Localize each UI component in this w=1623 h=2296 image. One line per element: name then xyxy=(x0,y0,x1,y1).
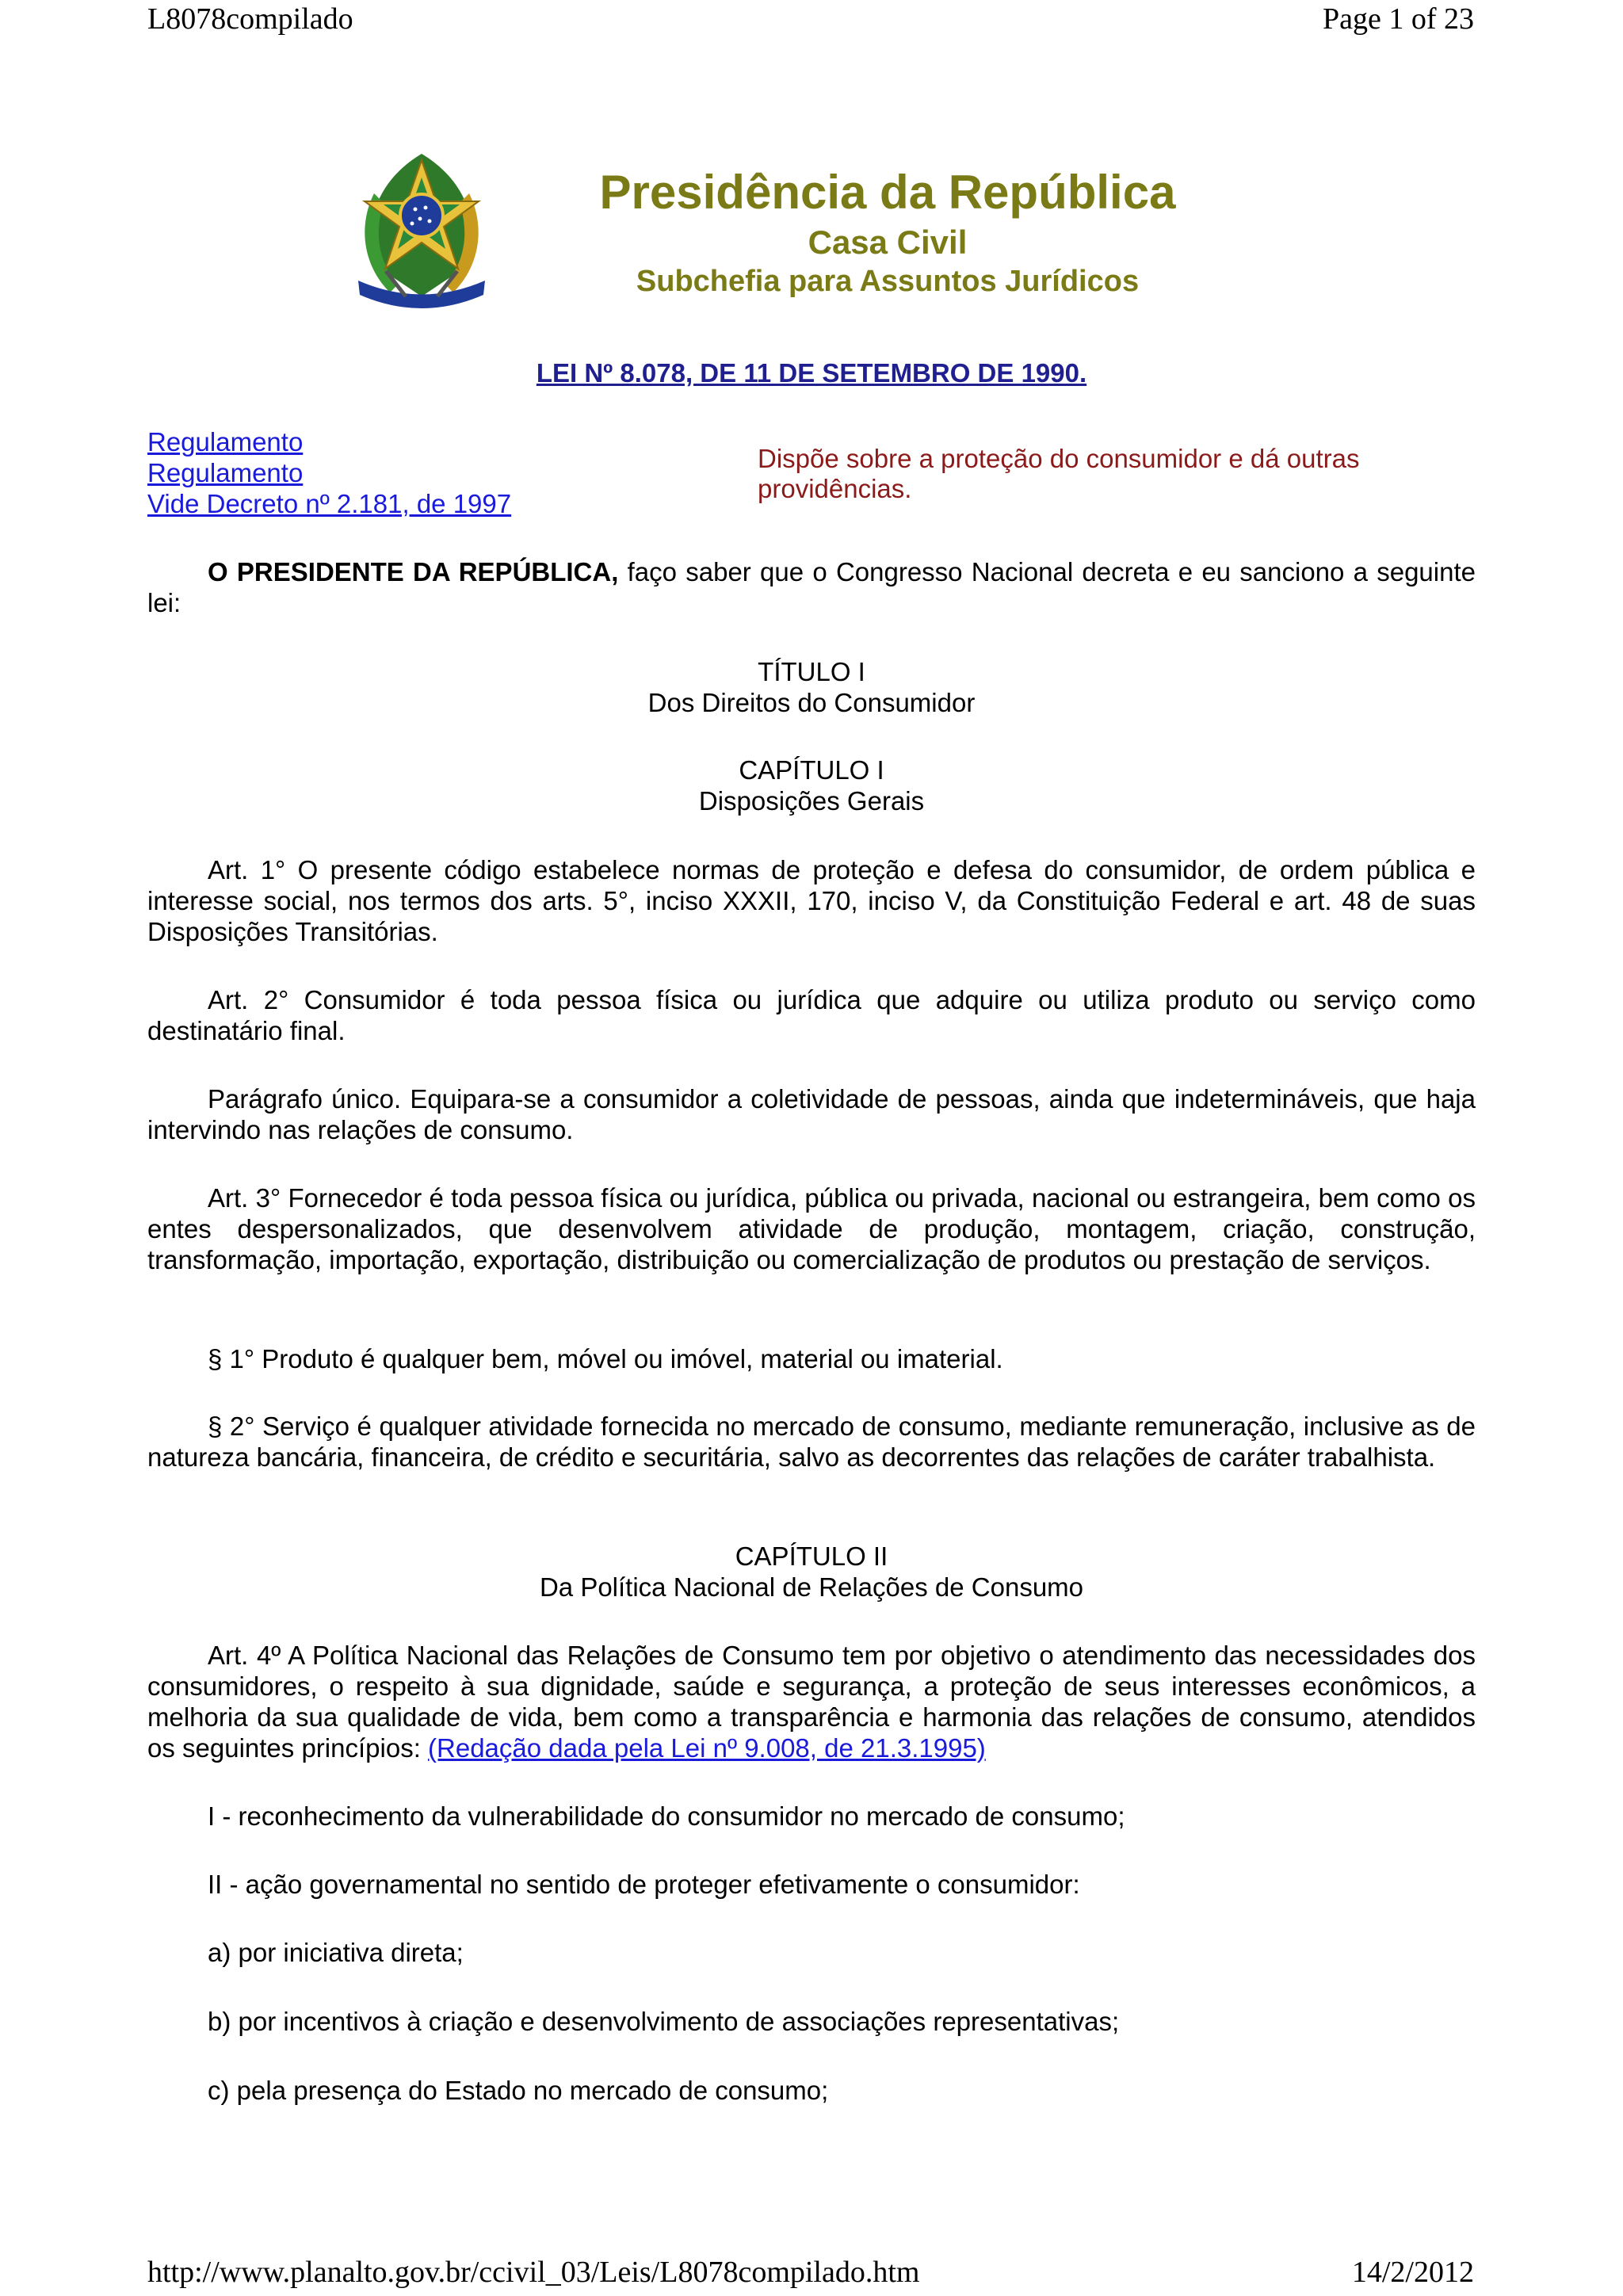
letterhead-title: Presidência da República xyxy=(599,166,1176,219)
page-header-doc-name: L8078compilado xyxy=(147,2,353,36)
law-summary: Dispõe sobre a proteção do consumidor e dá outras providências. xyxy=(758,444,1360,503)
art1 xyxy=(147,854,1476,947)
art1-text: Art. 1° O presente código estabelece normas de proteção e defesa do consumidor, de ordem pública e interesse social, nos termos dos arts. 5°, inciso XXXII, 170, inciso V, da Constituição Federal e art. 48 de suas Disposições Transitórias. xyxy=(147,855,1476,946)
art2-paragrafo-unico-text: Parágrafo único. Equipara-se a consumidor a coletividade de pessoas, ainda que indetermináveis, que haja intervindo nas relações de consumo. xyxy=(147,1084,1476,1144)
art4-item-c xyxy=(147,2075,1476,2106)
art3-par2 xyxy=(147,1411,1476,1473)
page-footer-date: 14/2/2012 xyxy=(1351,2256,1474,2289)
art4-item-a-text: a) por iniciativa direta; xyxy=(208,1938,464,1967)
capitulo2-label: CAPÍTULO II xyxy=(735,1541,888,1571)
art4-item-c-text: c) pela presença do Estado no mercado de consumo; xyxy=(208,2076,829,2105)
capitulo1-label: CAPÍTULO I xyxy=(739,755,884,785)
regulamento-link-1[interactable]: Regulamento xyxy=(147,427,304,457)
art3 xyxy=(147,1182,1476,1275)
art2-text: Art. 2° Consumidor é toda pessoa física ou jurídica que adquire ou utiliza produto ou serviço como destinatário final. xyxy=(147,985,1476,1045)
titulo-label: TÍTULO I xyxy=(758,657,865,686)
art3-par2-text: § 2° Serviço é qualquer atividade fornecida no mercado de consumo, mediante remuneração, inclusive as de natureza bancária, financeira, de crédito e securitária, salvo as decorrentes das relações de caráter trabalhista. xyxy=(147,1412,1476,1472)
capitulo2-name: Da Política Nacional de Relações de Consumo xyxy=(539,1572,1084,1602)
art3-par1 xyxy=(147,1343,1476,1374)
capitulo2-heading xyxy=(147,1541,1476,1603)
art4-item-i-text: I - reconhecimento da vulnerabilidade do consumidor no mercado de consumo; xyxy=(208,1801,1125,1831)
preamble-bold: O PRESIDENTE DA REPÚBLICA, xyxy=(208,557,619,586)
art4-item-b xyxy=(147,2006,1476,2037)
letterhead-subtitle2: Subchefia para Assuntos Jurídicos xyxy=(636,265,1140,298)
law-links xyxy=(147,426,511,519)
art2-paragrafo-unico xyxy=(147,1083,1476,1145)
art3-text: Art. 3° Fornecedor é toda pessoa física ou jurídica, pública ou privada, nacional ou estrangeira, bem como os entes despersonalizados, que desenvolvem atividade de produção, montagem, criação, construção, transformação, importação, exportação, distribuição ou comercialização de produtos ou prestação de serviços. xyxy=(147,1183,1476,1274)
vide-decreto-link[interactable]: Vide Decreto nº 2.181, de 1997 xyxy=(147,489,512,518)
titulo-heading xyxy=(147,656,1476,718)
capitulo1-name: Disposições Gerais xyxy=(698,786,925,816)
art4-item-ii-text: II - ação governamental no sentido de proteger efetivamente o consumidor: xyxy=(208,1870,1080,1899)
law-title[interactable]: LEI Nº 8.078, DE 11 DE SETEMBRO DE 1990. xyxy=(536,358,1087,388)
brazil-coat-of-arms-icon xyxy=(342,146,501,320)
art4-text: Art. 4º A Política Nacional das Relações de Consumo tem por objetivo o atendimento das necessidades dos consumidores, o respeito à sua dignidade, saúde e segurança, a proteção de seus interesses econômicos, a melhoria da sua qualidade de vida, bem como a transparência e harmonia das relações de consumo, atendidos os seguintes princípios: xyxy=(147,1641,1476,1763)
preamble xyxy=(147,556,1476,618)
art4-redacao-link[interactable]: (Redação dada pela Lei nº 9.008, de 21.3.1995) xyxy=(428,1733,986,1763)
art4-item-b-text: b) por incentivos à criação e desenvolvimento de associações representativas; xyxy=(208,2007,1120,2036)
art4-item-i xyxy=(147,1801,1476,1832)
art4 xyxy=(147,1640,1476,1763)
titulo-name: Dos Direitos do Consumidor xyxy=(647,688,976,717)
regulamento-link-2[interactable]: Regulamento xyxy=(147,458,304,487)
preamble-text: faço saber que o Congresso Nacional decreta e eu sanciono a seguinte lei: xyxy=(147,557,1476,617)
page-footer-url: http://www.planalto.gov.br/ccivil_03/Leis/L8078compilado.htm xyxy=(147,2256,920,2289)
art4-item-a xyxy=(147,1937,1476,1968)
art2 xyxy=(147,984,1476,1046)
art3-par1-text: § 1° Produto é qualquer bem, móvel ou imóvel, material ou imaterial. xyxy=(208,1344,1003,1373)
letterhead-subtitle: Casa Civil xyxy=(808,223,968,261)
art4-item-ii xyxy=(147,1869,1476,1900)
capitulo1-heading xyxy=(147,755,1476,816)
page-header-page-number: Page 1 of 23 xyxy=(1322,2,1474,36)
